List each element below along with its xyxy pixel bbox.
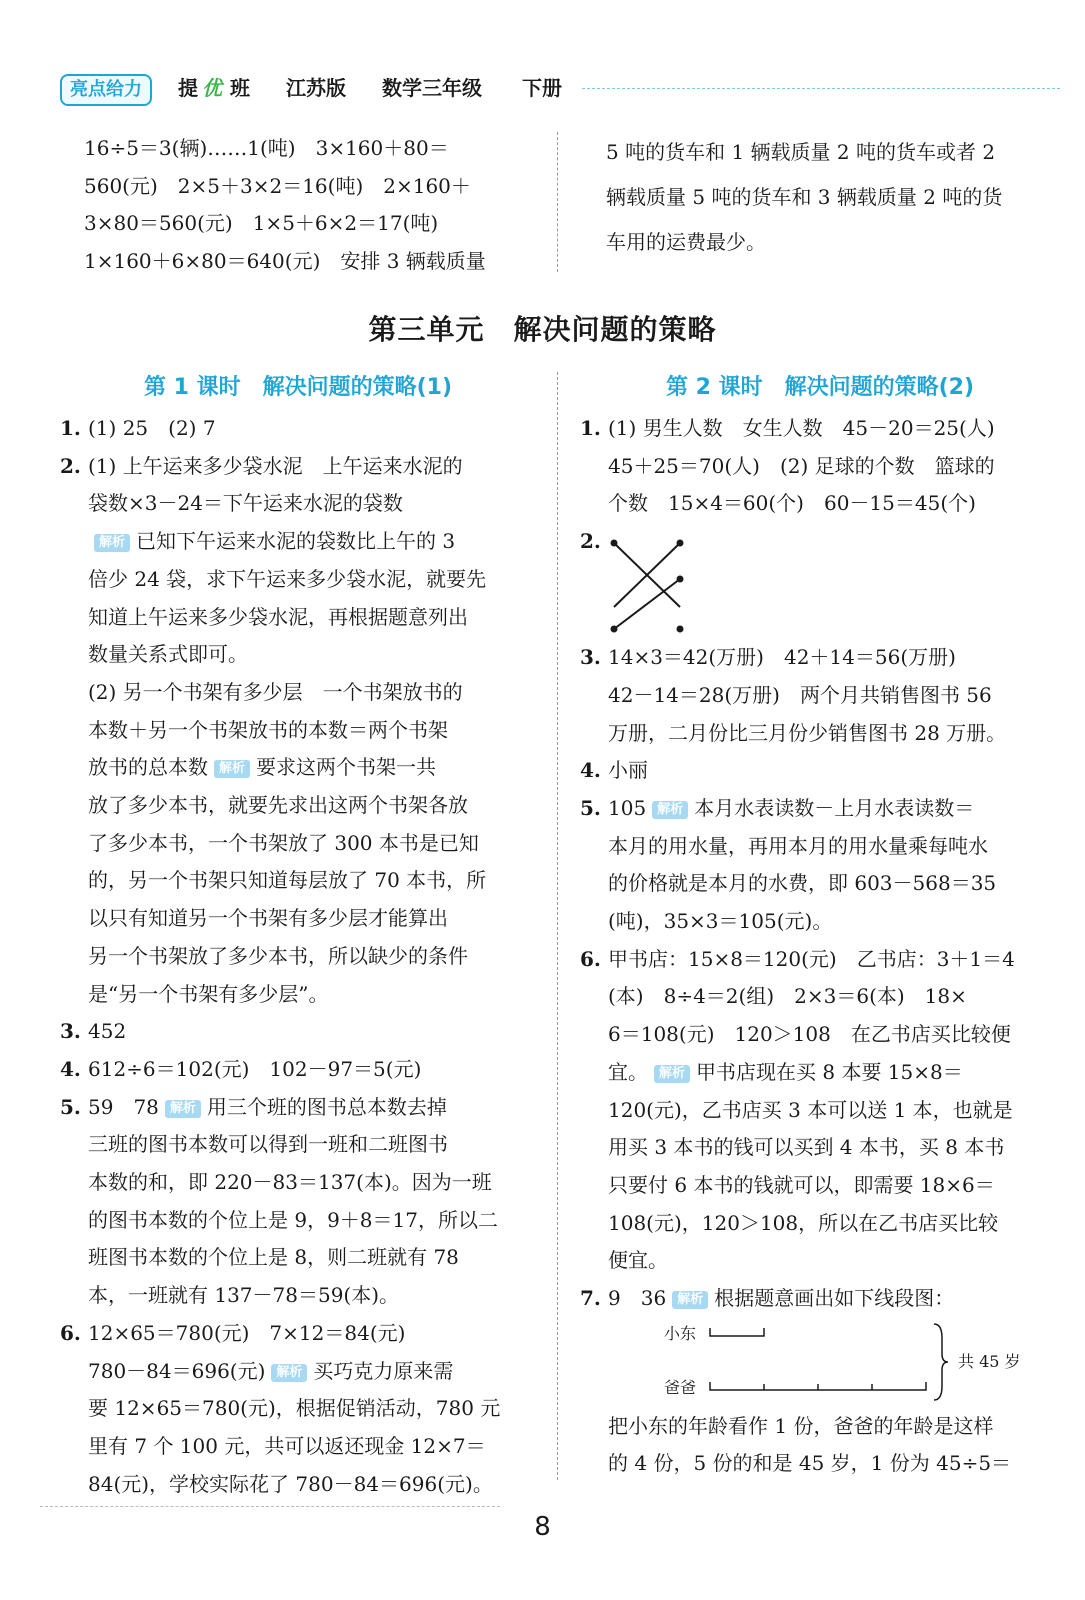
answer-r2	[580, 523, 1060, 639]
item-number: 4.	[580, 758, 601, 783]
text-line: 本月的用水量，再用本月的用水量乘每吨水	[608, 833, 988, 858]
text-line: 另一个书架放了多少本书，所以缺少的条件	[88, 943, 468, 968]
item-number: 5.	[580, 795, 601, 820]
text-line: 小丽	[608, 758, 648, 783]
text-line: 59 78	[88, 1094, 159, 1119]
answer-r3	[580, 639, 1060, 752]
total-brace	[934, 1324, 948, 1400]
text-line: 买巧克力原来需	[313, 1358, 454, 1383]
answer-r7	[580, 1280, 1060, 1483]
item-number: 6.	[60, 1320, 81, 1345]
unit-title: 第三单元 解决问题的策略	[368, 313, 717, 346]
text-line: 放书的总本数	[88, 755, 208, 780]
text-line: 612÷6＝102(元) 102－97＝5(元)	[88, 1056, 422, 1081]
text-line: 6＝108(元) 120＞108 在乙书店买比较便	[608, 1022, 1011, 1047]
text-line: 用买 3 本书的钱可以买到 4 本书，买 8 本书	[608, 1135, 1005, 1160]
top-left-text	[84, 130, 538, 281]
segment-total-label: 共 45 岁	[958, 1351, 1021, 1371]
text-line: 数量关系式即可。	[88, 642, 248, 667]
text-line: 以只有知道另一个书架有多少层才能算出	[88, 906, 448, 931]
text-line: 的 4 份，5 份的和是 45 岁，1 份为 45÷5＝	[608, 1451, 1012, 1476]
item-number: 7.	[580, 1286, 601, 1311]
text-line: 便宜。	[608, 1248, 668, 1273]
match-dot	[677, 576, 684, 583]
text-line: 里有 7 个 100 元，共可以返还现金 12×7＝	[88, 1433, 486, 1458]
answer-6	[60, 1315, 538, 1504]
text-line: 知道上午运来多少袋水泥，再根据题意列出	[88, 604, 468, 629]
text-line: 袋数×3－24＝下午运来水泥的袋数	[88, 491, 403, 516]
left-column	[60, 410, 538, 1503]
footer-rule-left	[40, 1506, 500, 1507]
column-divider-top	[557, 132, 558, 272]
text-line: 9 36	[608, 1286, 667, 1311]
analysis-tag: 解析	[165, 1100, 201, 1118]
text-line: 本，一班就有 137－78＝59(本)。	[88, 1283, 400, 1308]
text-line: 5 吨的货车和 1 辆载质量 2 吨的货车或者 2	[606, 140, 996, 164]
text-line: 了多少本书，一个书架放了 300 本书是已知	[88, 830, 479, 855]
analysis-tag: 解析	[214, 760, 250, 778]
analysis-tag: 解析	[654, 1065, 690, 1083]
header-rule	[582, 88, 1060, 89]
subject-label: 数学三年级	[382, 76, 482, 100]
text-line: 84(元)，学校实际花了 780－84＝696(元)。	[88, 1471, 493, 1496]
item-number: 6.	[580, 946, 601, 971]
text-line: (本) 8÷4＝2(组) 2×3＝6(本) 18×	[608, 984, 967, 1009]
matching-lines-diagram	[602, 529, 692, 639]
text-line: 班图书本数的个位上是 8，则二班就有 78	[88, 1245, 459, 1270]
answer-4	[60, 1051, 538, 1089]
page-number: 8	[534, 1512, 551, 1542]
text-line: 本数＋另一个书架放书的本数＝两个书架	[88, 717, 448, 742]
text-line: 560(元) 2×5＋3×2＝16(吨) 2×160＋	[84, 173, 471, 198]
text-line: 14×3＝42(万册) 42＋14＝56(万册)	[608, 645, 956, 670]
text-line: 只要付 6 本书的钱就可以，即需要 18×6＝	[608, 1172, 995, 1197]
text-line: 甲书店：15×8＝120(元) 乙书店：3＋1＝4	[608, 946, 1015, 971]
text-line: 三班的图书本数可以得到一班和二班图书	[88, 1132, 448, 1157]
text-line: 105	[608, 795, 647, 820]
match-dot	[611, 626, 618, 633]
answer-1	[60, 410, 538, 448]
volume-label: 下册	[522, 76, 562, 100]
answer-r1	[580, 410, 1060, 523]
match-dot	[677, 540, 684, 547]
answer-5	[60, 1089, 538, 1315]
analysis-tag: 解析	[94, 534, 130, 552]
answer-3	[60, 1013, 538, 1051]
text-line: 3×80＝560(元) 1×5＋6×2＝17(吨)	[84, 211, 439, 236]
text-line: 42－14＝28(万册) 两个月共销售图书 56	[608, 682, 992, 707]
text-line: 120(元)，乙书店买 3 本可以送 1 本，也就是	[608, 1097, 1013, 1122]
edition-label: 江苏版	[286, 76, 346, 100]
text-line: 1×160＋6×80＝640(元) 安排 3 辆载质量	[84, 249, 486, 274]
analysis-tag: 解析	[271, 1364, 307, 1382]
xiaodong-segment	[710, 1328, 764, 1336]
item-number: 2.	[580, 529, 601, 554]
column-divider-main	[557, 372, 558, 1480]
text-line: 要 12×65＝780(元)，根据促销活动，780 元	[88, 1396, 501, 1421]
text-line: 12×65＝780(元) 7×12＝84(元)	[88, 1320, 406, 1345]
text-line: 甲书店现在买 8 本要 15×8＝	[696, 1059, 963, 1084]
text-line: 45＋25＝70(人) (2) 足球的个数 篮球的	[608, 453, 995, 478]
brand-char-3: 班	[230, 76, 250, 100]
text-line: (2) 另一个书架有多少层 一个书架放书的	[88, 679, 463, 704]
analysis-tag: 解析	[672, 1291, 708, 1309]
item-number: 5.	[60, 1094, 81, 1119]
text-line: 的，另一个书架只知道每层放了 70 本书，所	[88, 868, 487, 893]
text-line: (吨)，35×3＝105(元)。	[608, 909, 833, 934]
page-header	[60, 72, 1060, 106]
text-line: 本月水表读数－上月水表读数＝	[694, 795, 975, 820]
text-line: 是“另一个书架有多少层”。	[88, 981, 329, 1006]
text-line: 车用的运费最少。	[606, 230, 766, 254]
text-line: 用三个班的图书总本数去掉	[206, 1094, 447, 1119]
text-line: 根据题意画出如下线段图：	[714, 1286, 955, 1311]
right-column	[580, 410, 1060, 1483]
text-line: 的图书本数的个位上是 9，9＋8＝17，所以二	[88, 1207, 498, 1232]
lesson-1-title: 第 1 课时 解决问题的策略(1)	[143, 375, 453, 400]
text-line: 个数 15×4＝60(个) 60－15＝45(个)	[608, 491, 976, 516]
answer-2	[60, 448, 538, 1014]
brand-char-2: 优	[202, 76, 222, 100]
item-number: 4.	[60, 1056, 81, 1081]
item-number: 1.	[60, 416, 81, 440]
text-line: 780－84＝696(元)	[88, 1358, 266, 1383]
answer-r5	[580, 790, 1060, 941]
text-line: (1) 上午运来多少袋水泥 上午运来水泥的	[88, 453, 463, 478]
text-line: 放了多少本书，就要先求出这两个书架各放	[88, 793, 468, 818]
answer-r4	[580, 752, 1060, 790]
top-right-text	[606, 130, 1060, 265]
segment-diagram	[608, 1318, 1060, 1408]
text-line: 倍少 24 袋，求下午运来多少袋水泥，就要先	[88, 566, 487, 591]
segment-label-baba: 爸爸	[664, 1377, 697, 1397]
text-line: 辆载质量 5 吨的货车和 3 辆载质量 2 吨的货	[606, 185, 1003, 209]
text-line: 已知下午运来水泥的袋数比上午的 3	[136, 529, 456, 554]
answer-r6	[580, 941, 1060, 1280]
text-line: 把小东的年龄看作 1 份，爸爸的年龄是这样	[608, 1413, 994, 1438]
item-number: 3.	[60, 1019, 81, 1044]
text-line: 本数的和，即 220－83＝137(本)。因为一班	[88, 1170, 492, 1195]
text-line: 的价格就是本月的水费，即 603－568＝35	[608, 871, 997, 896]
item-number: 2.	[60, 453, 81, 478]
text-line: 452	[88, 1019, 127, 1044]
baba-segment	[710, 1382, 926, 1390]
brand-char-1: 提	[178, 76, 198, 100]
text-line: (1) 25 (2) 7	[88, 416, 216, 440]
item-number: 3.	[580, 645, 601, 670]
brand-badge: 亮点给力	[60, 74, 152, 106]
analysis-tag: 解析	[652, 801, 688, 819]
item-number: 1.	[580, 416, 601, 440]
segment-label-xiaodong: 小东	[664, 1323, 697, 1343]
text-line: (1) 男生人数 女生人数 45－20＝25(人)	[608, 416, 995, 440]
text-line: 万册，二月份比三月份少销售图书 28 万册。	[608, 720, 1007, 745]
text-line: 16÷5＝3(辆)……1(吨) 3×160＋80＝	[84, 136, 449, 160]
lesson-2-title: 第 2 课时 解决问题的策略(2)	[665, 375, 975, 400]
text-line: 宜。	[608, 1059, 648, 1084]
text-line: 要求这两个书架一共	[256, 755, 437, 780]
text-line: 108(元)，120＞108，所以在乙书店买比较	[608, 1210, 999, 1235]
